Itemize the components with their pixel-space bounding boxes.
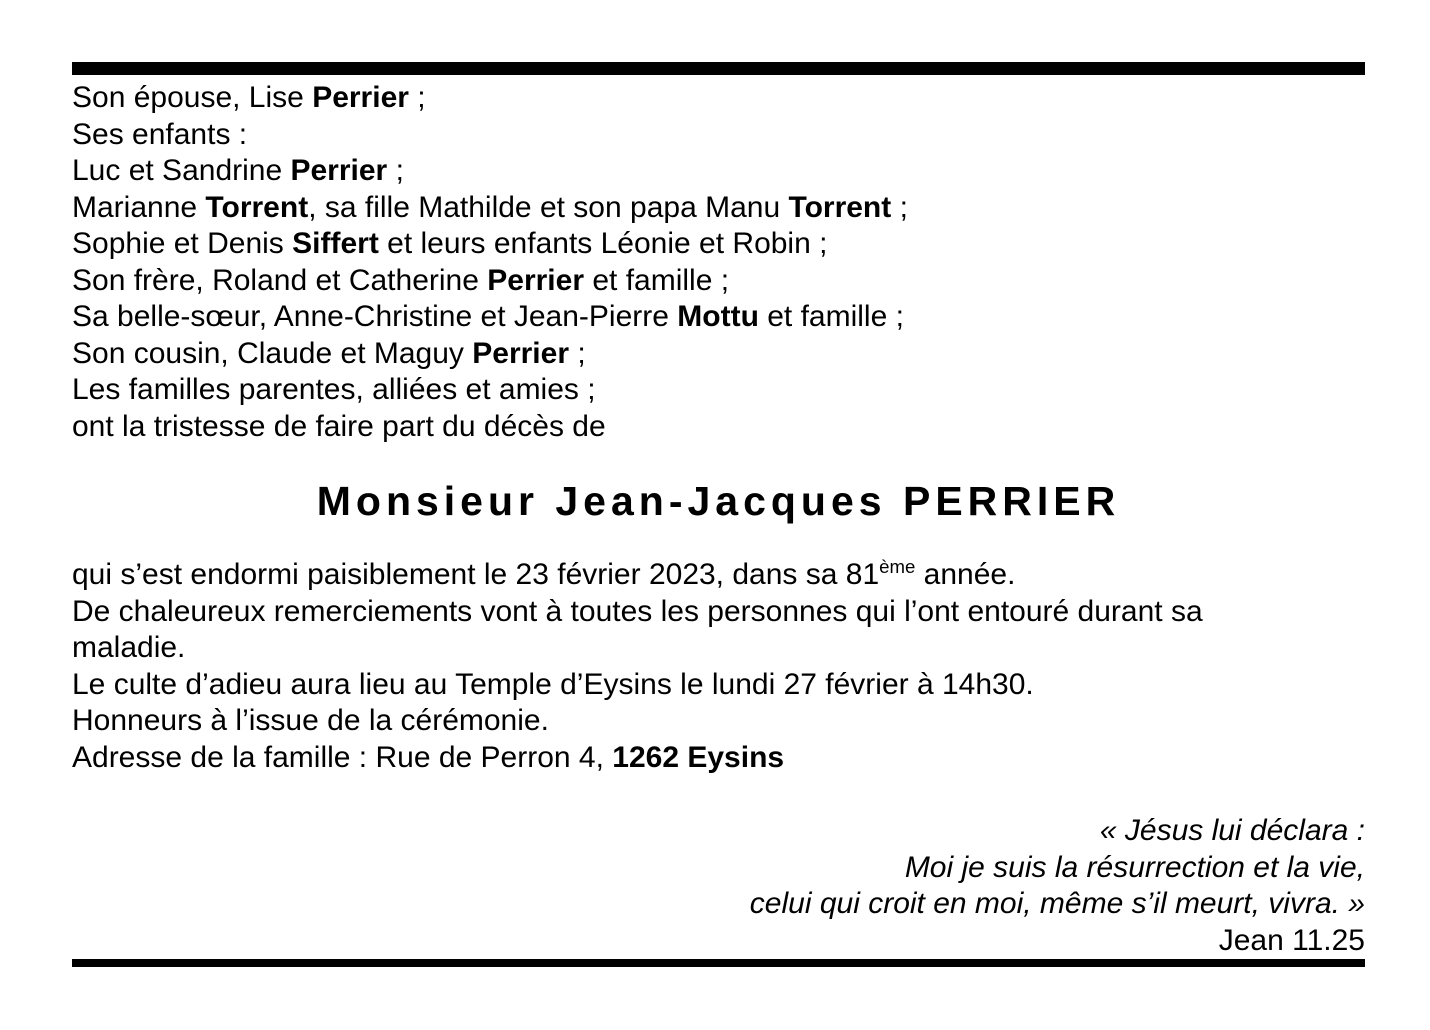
text-line <box>72 594 1365 631</box>
text-segment: Son épouse, Lise <box>72 81 313 114</box>
text-segment: Honneurs à l’issue de la cérémonie. <box>72 704 549 737</box>
text-segment: Le culte d’adieu aura lieu au Temple d’Eysins le lundi 27 février à 14h30. <box>72 667 1034 701</box>
text-segment: Adresse de la famille : Rue de Perron 4, <box>72 740 613 774</box>
text-segment: Perrier <box>312 81 409 114</box>
text-line <box>72 117 1365 154</box>
text-segment: et famille ; <box>584 263 730 297</box>
text-segment: et leurs enfants Léonie et Robin ; <box>378 227 828 260</box>
text-segment: année. <box>915 558 1016 591</box>
text-line <box>72 667 1365 704</box>
text-line <box>72 923 1365 960</box>
family-list <box>72 80 1365 445</box>
text-segment: Sophie et Denis <box>72 227 293 260</box>
text-line <box>72 850 1365 887</box>
text-segment: ; <box>569 336 586 370</box>
text-segment: ; <box>387 154 404 187</box>
text-segment: ; <box>408 81 426 114</box>
text-line <box>72 226 1365 263</box>
text-segment: « Jésus lui déclara : <box>1099 814 1365 847</box>
text-segment: De chaleureux remerciements vont à toutes les personnes qui l’ont entouré durant sa <box>72 594 1203 628</box>
text-segment: Moi je suis la résurrection et la vie, <box>904 850 1365 884</box>
text-segment: Torrent <box>788 190 892 224</box>
text-segment: 1262 Eysins <box>612 740 785 774</box>
text-segment: maladie. <box>72 631 186 664</box>
text-line <box>72 336 1365 373</box>
text-segment: Perrier <box>290 154 388 187</box>
announcement-details <box>72 557 1365 776</box>
text-line <box>72 409 1365 446</box>
text-line <box>72 80 1365 117</box>
announcement-content <box>72 80 1365 959</box>
text-segment: Perrier <box>487 263 584 297</box>
text-line <box>72 813 1365 850</box>
text-line <box>72 299 1365 336</box>
text-line <box>72 703 1365 740</box>
text-line <box>72 153 1365 190</box>
text-segment: Jean 11.25 <box>1218 923 1365 957</box>
text-segment: Torrent <box>205 190 309 224</box>
text-segment: Siffert <box>292 227 379 260</box>
text-line <box>72 740 1365 777</box>
bottom-rule <box>72 959 1365 967</box>
text-segment: Son cousin, Claude et Maguy <box>72 336 473 370</box>
bible-quote <box>72 813 1365 959</box>
text-segment: celui qui croit en moi, même s’il meurt, vivra. » <box>749 887 1365 920</box>
text-segment: Sa belle-sœur, Anne-Christine et Jean-Pierre <box>72 300 678 333</box>
text-segment: ; <box>891 190 908 224</box>
text-segment: ème <box>879 556 916 577</box>
text-segment: Les familles parentes, alliées et amies ; <box>72 373 596 406</box>
text-segment: Ses enfants : <box>72 117 248 151</box>
text-line <box>72 557 1365 594</box>
text-line <box>72 190 1365 227</box>
text-line <box>72 630 1365 667</box>
text-line <box>72 263 1365 300</box>
text-segment: Luc et Sandrine <box>72 154 291 187</box>
text-segment: ont la tristesse de faire part du décès de <box>72 409 606 443</box>
text-segment: Marianne <box>72 190 206 224</box>
top-rule <box>72 62 1365 75</box>
text-line <box>72 372 1365 409</box>
deceased-name-title: Monsieur Jean-Jacques PERRIER <box>316 478 1121 524</box>
text-segment: qui s’est endormi paisiblement le 23 février 2023, dans sa 81 <box>72 558 880 591</box>
text-segment: Perrier <box>472 336 569 370</box>
text-segment: , sa fille Mathilde et son papa Manu <box>308 190 789 224</box>
text-segment: Son frère, Roland et Catherine <box>72 263 488 297</box>
text-line <box>72 886 1365 923</box>
text-segment: Mottu <box>677 300 759 333</box>
text-segment: et famille ; <box>758 300 904 333</box>
